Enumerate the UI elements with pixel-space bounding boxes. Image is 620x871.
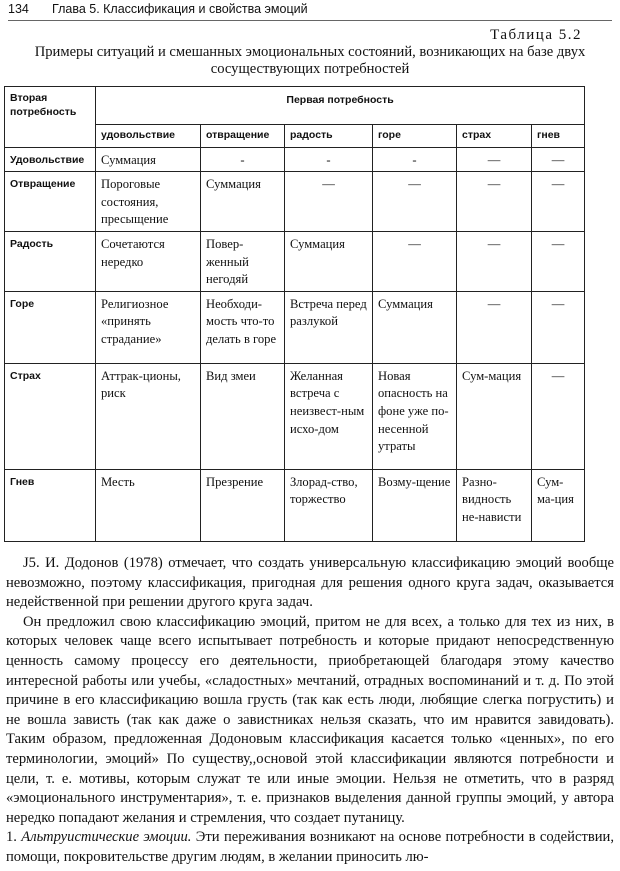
- table-cell: Суммация: [201, 172, 285, 232]
- emotions-table: [4, 86, 585, 542]
- table-cell: Презрение: [201, 469, 285, 541]
- table-cell: —: [457, 291, 532, 363]
- row-header: Удовольствие: [5, 147, 96, 172]
- row-header: Страх: [5, 363, 96, 469]
- table-cell: —: [532, 231, 585, 291]
- table-cell: Встреча перед разлукой: [285, 291, 373, 363]
- column-header: горе: [373, 125, 457, 148]
- table-cell: -: [373, 147, 457, 172]
- table-cell: Злорад-ство, торжество: [285, 469, 373, 541]
- list-heading: Альтруистические эмоции.: [21, 829, 192, 846]
- table-row: [5, 231, 585, 291]
- table-cell: Религиозное «принять страдание»: [96, 291, 201, 363]
- row-header: Горе: [5, 291, 96, 363]
- column-header: страх: [457, 125, 532, 148]
- table-cell: -: [285, 147, 373, 172]
- running-head: [8, 2, 612, 21]
- table-cell: —: [532, 147, 585, 172]
- table-cell: —: [457, 147, 532, 172]
- table-cell: Возму-щение: [373, 469, 457, 541]
- body-text: [6, 554, 614, 868]
- list-number: 1.: [6, 829, 22, 846]
- table-cell: —: [457, 231, 532, 291]
- table-cell: Суммация: [96, 147, 201, 172]
- table-cell: —: [532, 291, 585, 363]
- table-cell: -: [201, 147, 285, 172]
- table-cell: Повер-женный негодяй: [201, 231, 285, 291]
- table-row: [5, 469, 585, 541]
- main-header: Первая потребность: [96, 87, 585, 125]
- table-cell: —: [457, 172, 532, 232]
- column-header: удовольствие: [96, 125, 201, 148]
- table-cell: Суммация: [285, 231, 373, 291]
- table-cell: Разно-видность не-нависти: [457, 469, 532, 541]
- table-body: [5, 147, 585, 541]
- table-cell: Месть: [96, 469, 201, 541]
- table-cell: Необходи-мость что-то делать в горе: [201, 291, 285, 363]
- table-cell: —: [285, 172, 373, 232]
- paragraph-1: J5. И. Додонов (1978) отмечает, что создать универсальную классификацию эмоций вообще невозможно, поэтому классификация, пригодная для решения одного круга задач, оказывается недейственной при решении другого круга задач.: [6, 555, 614, 611]
- table-cell: Аттрак-ционы, риск: [96, 363, 201, 469]
- paragraph-2: Он предложил свою классификацию эмоций, притом не для всех, а только для тех из них, в которых человек чаще всего испытывает потребность и которые придают непосредственную ценность самому процессу его деятельности, приобретающей благодаря этому качество интересной работы или учебы, «сладостных» мечтаний, отрадных воспоминаний и т. д. По этой причине в его классификацию вошла грусть (так как есть люди, любящие слегка погрустить) и не вошла зависть (так как даже о завистниках нельзя сказать, что им нравится завидовать). Таким образом, предложенная Додоновым классификация касается только «ценных», по его терминологии, эмоций» По существу,,основой этой классификации являются потребности и цели, т. е. мотивы, которым служат те или иные эмоции. Нельзя не отметить, что в разряд «эмоционального инструментария», т. е. признаков выделения данной группы эмоций, у автора нередко попадают желания и стремления, что создает путаницу.: [6, 613, 614, 826]
- corner-header: Вторая потребность: [5, 87, 96, 148]
- row-header: Отвращение: [5, 172, 96, 232]
- column-header: отвращение: [201, 125, 285, 148]
- table-row: [5, 172, 585, 232]
- table-row: [5, 147, 585, 172]
- table-cell: —: [532, 363, 585, 469]
- list-text: Эти переживания возникают на основе потребности в содействии, помощи, покровительстве другим людям, в желании приносить лю-: [6, 829, 614, 865]
- table-row: [5, 291, 585, 363]
- table-cell: —: [373, 172, 457, 232]
- table-cell: Сум-ма-ция: [532, 469, 585, 541]
- table-cell: Пороговые состояния, пресыщение: [96, 172, 201, 232]
- row-header: Радость: [5, 231, 96, 291]
- table-title: Примеры ситуаций и смешанных эмоциональных состояний, возникающих на базе двух сосуществующих потребностей: [34, 44, 586, 77]
- row-header: Гнев: [5, 469, 96, 541]
- table-cell: Вид змеи: [201, 363, 285, 469]
- column-header: гнев: [532, 125, 585, 148]
- table-cell: Желанная встреча с неизвест-ным исхо-дом: [285, 363, 373, 469]
- table-cell: Суммация: [373, 291, 457, 363]
- table-row: [5, 363, 585, 469]
- table-cell: —: [373, 231, 457, 291]
- table-cell: —: [532, 172, 585, 232]
- table-cell: Сум-мация: [457, 363, 532, 469]
- table-cell: Новая опасность на фоне уже по-несенной утраты: [373, 363, 457, 469]
- paragraph-3: [6, 828, 614, 867]
- table-cell: Сочетаются нередко: [96, 231, 201, 291]
- table-label: Таблица 5.2: [490, 27, 582, 43]
- chapter-title: Глава 5. Классификация и свойства эмоций: [52, 2, 308, 16]
- column-header: радость: [285, 125, 373, 148]
- page-number: 134: [8, 2, 29, 16]
